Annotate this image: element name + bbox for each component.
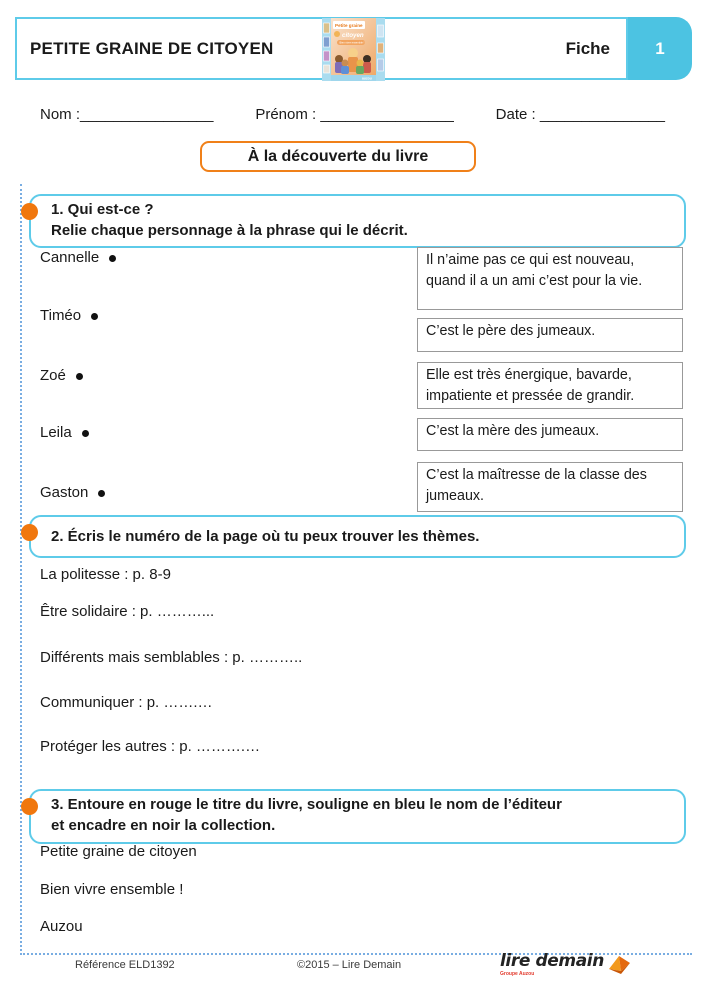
match-name-label: Zoé xyxy=(40,367,66,384)
page-title xyxy=(200,141,476,172)
section1-subtitle: Relie chaque personnage à la phrase qui le décrit. xyxy=(51,222,408,239)
identity-row xyxy=(40,106,665,123)
connector-dot-icon xyxy=(82,430,89,437)
connector-dot-icon xyxy=(109,255,116,262)
theme-item: Communiquer : p. …….… xyxy=(40,694,213,711)
match-name-label: Leila xyxy=(40,424,72,441)
fiche-number-tab xyxy=(628,17,692,80)
section3-bullet-icon xyxy=(21,798,38,815)
book-info-item: Petite graine de citoyen xyxy=(40,843,197,860)
cover-title-line2: citoyen xyxy=(342,32,364,39)
logo-text: lire demain xyxy=(500,951,604,971)
cover-subtitle: Bien vivre ensemble ! xyxy=(339,41,365,45)
match-name-timeo xyxy=(40,307,98,324)
theme-item: Protéger les autres : p. ……….… xyxy=(40,738,261,755)
footer-copyright: ©2015 – Lire Demain xyxy=(297,959,402,971)
date-field: Date : _______________ xyxy=(495,106,665,123)
book-cover-image xyxy=(322,17,385,83)
match-name-cannelle xyxy=(40,249,116,266)
book-info-item: Auzou xyxy=(40,918,83,935)
description-box: C’est la maîtresse de la classe des jumeaux. xyxy=(417,462,683,512)
section3-title-line1: 3. Entoure en rouge le titre du livre, souligne en bleu le nom de l’éditeur xyxy=(51,796,562,813)
section1-bullet-icon xyxy=(21,203,38,220)
description-box: C’est la mère des jumeaux. xyxy=(417,418,683,451)
section2-bullet-icon xyxy=(21,524,38,541)
cover-publisher: auzou xyxy=(362,76,372,81)
theme-item: Différents mais semblables : p. ……….. xyxy=(40,649,303,666)
fiche-number: 1 xyxy=(655,38,665,58)
match-name-label: Timéo xyxy=(40,307,82,324)
lire-demain-logo xyxy=(500,951,632,977)
header-box xyxy=(15,17,628,80)
theme-item: La politesse : p. 8-9 xyxy=(40,566,171,583)
section3-title-line2: et encadre en noir la collection. xyxy=(51,817,276,834)
cover-title-line1: Petite graine xyxy=(335,23,363,28)
match-name-zoe xyxy=(40,367,83,384)
connector-dot-icon xyxy=(98,490,105,497)
worksheet-header xyxy=(15,17,692,80)
match-name-leila xyxy=(40,424,89,441)
nom-field: Nom :________________ xyxy=(40,106,214,123)
section1-header xyxy=(29,194,686,248)
connector-dot-icon xyxy=(76,373,83,380)
logo-subtext: Groupe Auzou xyxy=(500,971,535,977)
match-name-gaston xyxy=(40,484,105,501)
match-name-label: Gaston xyxy=(40,484,89,501)
connector-dot-icon xyxy=(91,313,98,320)
description-box: Il n’aime pas ce qui est nouveau, quand il a un ami c’est pour la vie. xyxy=(417,247,683,310)
open-book-icon xyxy=(606,953,632,977)
theme-item: Être solidaire : p. ………... xyxy=(40,603,215,620)
description-box: C’est le père des jumeaux. xyxy=(417,318,683,352)
fiche-label: Fiche xyxy=(565,38,610,58)
match-name-label: Cannelle xyxy=(40,249,100,266)
description-box: Elle est très énergique, bavarde, impatiente et pressée de grandir. xyxy=(417,362,683,409)
footer-reference: Référence ELD1392 xyxy=(75,959,175,971)
section3-header xyxy=(29,789,686,844)
prenom-field: Prénom : ________________ xyxy=(255,106,454,123)
section2-header xyxy=(29,515,686,558)
section1-title: 1. Qui est-ce ? xyxy=(51,201,154,218)
book-info-item: Bien vivre ensemble ! xyxy=(40,881,184,898)
worksheet-title: PETITE GRAINE DE CITOYEN xyxy=(30,38,274,58)
page-title-text: À la découverte du livre xyxy=(247,147,429,165)
section2-title: 2. Écris le numéro de la page où tu peux trouver les thèmes. xyxy=(51,528,480,545)
